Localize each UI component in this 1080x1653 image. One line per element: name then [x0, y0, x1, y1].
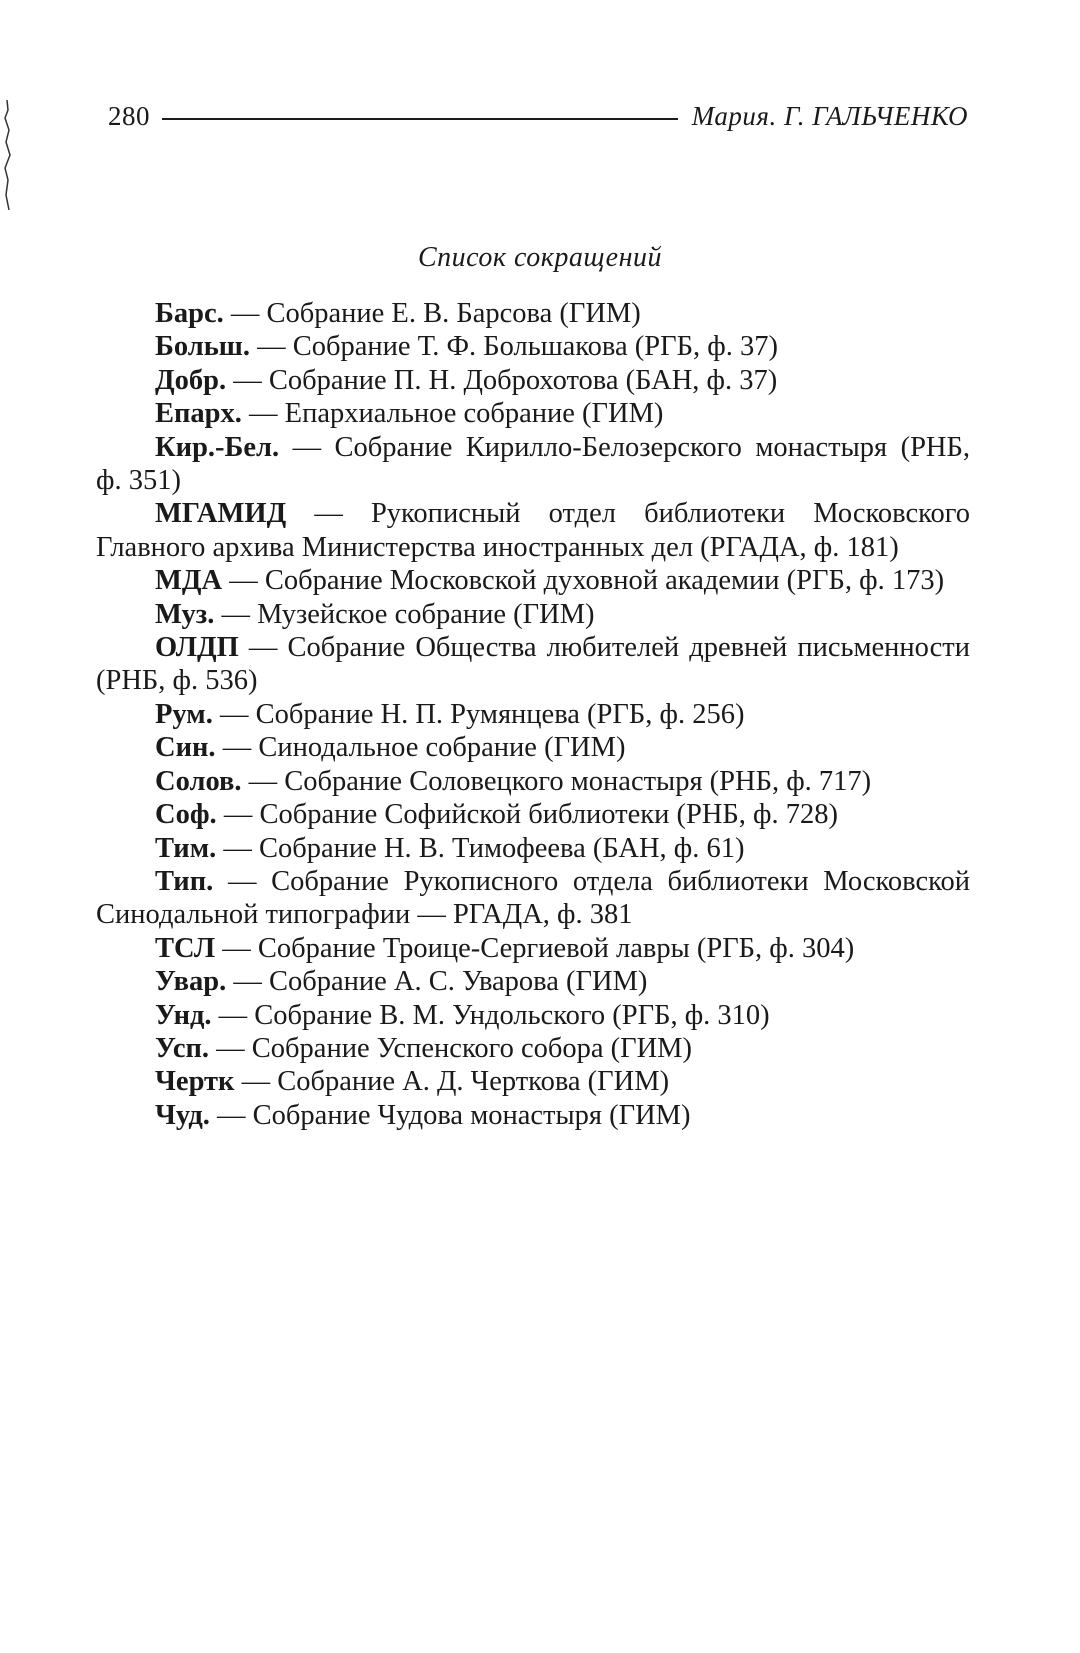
list-item [96, 932, 970, 965]
page-number: 280 [108, 100, 150, 131]
abbreviation-term: Увар. [155, 966, 227, 998]
abbreviation-definition: — Собрание П. Н. Доброхотова (БАН, ф. 37) [226, 364, 778, 396]
abbreviation-term: МДА [155, 565, 223, 597]
list-item [96, 1099, 970, 1132]
running-head-author: Мария. Г. ГАЛЬЧЕНКО [691, 100, 968, 131]
abbreviation-definition: — Собрание Е. В. Барсова (ГИМ) [223, 298, 641, 329]
abbreviation-definition: — Собрание Московской духовной академии (РГБ, ф. 173) [222, 565, 945, 597]
abbreviation-term: Епарх. [155, 398, 242, 430]
abbreviation-term: Добр. [155, 364, 227, 396]
abbreviation-term: Син. [155, 732, 216, 764]
abbreviation-definition: — Собрание Н. П. Румянцева (РГБ, ф. 256) [212, 698, 745, 730]
list-item [96, 497, 970, 564]
abbreviation-term: Кир.-Бел. [155, 431, 280, 463]
abbreviation-definition: — Собрание Рукописного отдела библиотеки Московской Синодальной типографии — РГАДА, ф. 381 [96, 865, 970, 931]
abbreviation-definition: — Собрание Троице-Сергиевой лавры (РГБ, ф. 304) [215, 932, 855, 964]
abbreviation-definition: — Собрание Соловецкого монастыря (РНБ, ф. 717) [241, 765, 872, 797]
abbreviation-definition: — Музейское собрание (ГИМ) [214, 598, 595, 630]
abbreviation-term: Чуд. [155, 1099, 210, 1131]
abbreviation-term: МГАМИД [155, 498, 287, 530]
list-item [96, 832, 970, 865]
running-header [108, 96, 968, 136]
abbreviation-term: Солов. [155, 765, 242, 797]
list-item [96, 999, 970, 1032]
abbreviation-term: Больш. [155, 331, 250, 363]
abbreviation-definition: — Собрание А. Д. Черткова (ГИМ) [234, 1066, 670, 1098]
list-item [96, 798, 970, 831]
list-item [96, 731, 970, 764]
list-item [96, 1065, 970, 1098]
abbreviation-term: Барс. [155, 298, 224, 329]
abbreviation-term: Рум. [155, 698, 213, 730]
abbreviation-definition: — Собрание Общества любителей древней письменности (РНБ, ф. 536) [96, 632, 970, 697]
abbreviation-definition: — Собрание Чудова монастыря (ГИМ) [209, 1099, 691, 1131]
abbreviation-definition: — Синодальное собрание (ГИМ) [215, 732, 626, 764]
list-item [96, 364, 970, 397]
abbreviation-definition: — Собрание А. С. Уварова (ГИМ) [226, 966, 648, 998]
abbreviation-term: Усп. [155, 1032, 210, 1064]
list-item [96, 1032, 970, 1065]
list-item [96, 431, 970, 498]
list-item [96, 564, 970, 597]
list-item [96, 965, 970, 998]
abbreviation-list [96, 297, 970, 1132]
abbreviation-definition: — Рукописный отдел библиотеки Московского Главного архива Министерства иностранных дел (РГАДА, ф. 181) [96, 498, 970, 563]
scan-edge-noise [2, 100, 12, 210]
section-title: Список сокращений [418, 242, 662, 273]
header-rule [162, 118, 678, 120]
abbreviation-definition: — Собрание Т. Ф. Большакова (РГБ, ф. 37) [249, 331, 778, 363]
abbreviation-definition: — Собрание Кирилло-Белозерского монастыря (РНБ, ф. 351) [96, 431, 970, 497]
abbreviation-term: Унд. [155, 999, 212, 1031]
abbreviation-definition: — Собрание В. М. Ундольского (РГБ, ф. 310) [211, 999, 770, 1031]
abbreviation-definition: — Собрание Успенского собора (ГИМ) [209, 1032, 693, 1064]
abbreviation-term: Тип. [155, 865, 214, 897]
list-item [96, 865, 970, 932]
abbreviation-definition: — Собрание Софийской библиотеки (РНБ, ф. 728) [216, 799, 838, 831]
list-item [96, 631, 970, 698]
abbreviation-term: ОЛДП [155, 632, 239, 664]
abbreviation-definition: — Епархиальное собрание (ГИМ) [241, 398, 664, 430]
abbreviation-term: Соф. [155, 799, 217, 831]
list-item [96, 330, 970, 363]
abbreviation-term: Тим. [155, 832, 217, 864]
abbreviation-term: Чертк [155, 1066, 235, 1098]
abbreviation-term: ТСЛ [155, 932, 216, 964]
abbreviation-definition: — Собрание Н. В. Тимофеева (БАН, ф. 61) [216, 832, 745, 864]
list-item [96, 397, 970, 430]
list-item [96, 698, 970, 731]
list-item [96, 297, 970, 330]
list-item [96, 598, 970, 631]
abbreviation-term: Муз. [155, 598, 215, 630]
list-item [96, 765, 970, 798]
